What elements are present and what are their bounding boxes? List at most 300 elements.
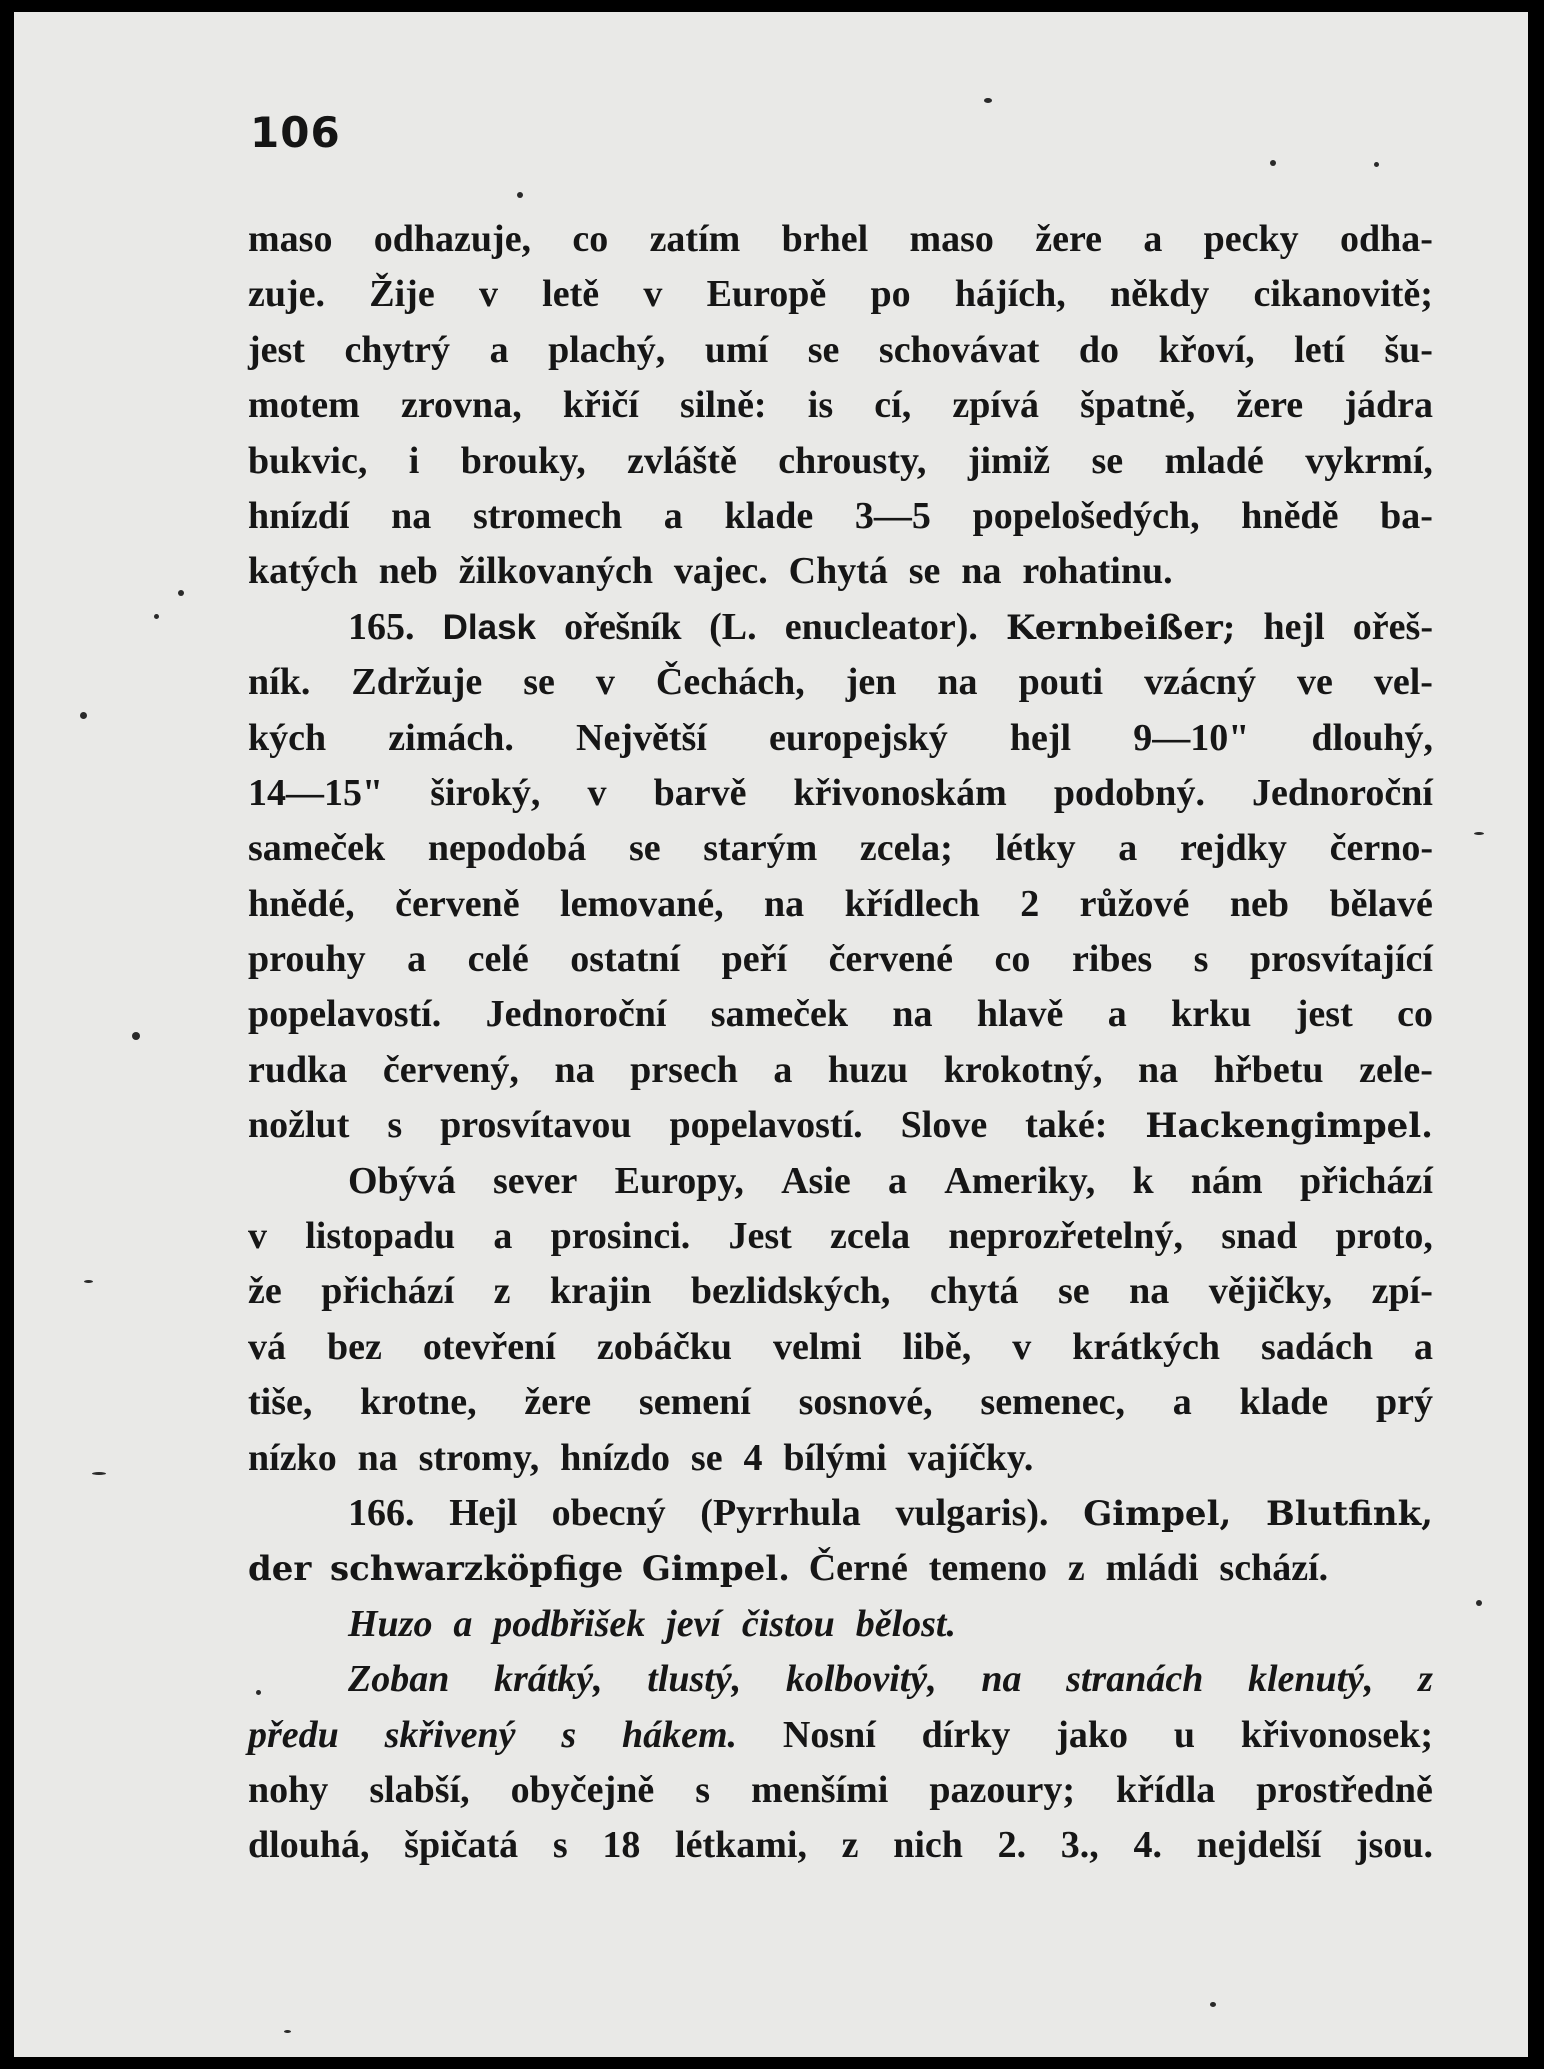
text-word: křivonosek; xyxy=(1240,1713,1433,1756)
text-word: se xyxy=(690,1436,723,1479)
text-word: der xyxy=(248,1549,312,1590)
text-word: Žije xyxy=(369,273,435,316)
text-word: špičatá xyxy=(404,1824,519,1867)
text-word: popelavostí. xyxy=(669,1104,863,1147)
text-word: dlouhý, xyxy=(1311,716,1433,759)
text-word: prý xyxy=(1375,1381,1433,1424)
text-word: na xyxy=(1138,1048,1179,1091)
text-line xyxy=(248,1708,1433,1763)
text-word: růžové xyxy=(1079,882,1190,925)
text-line xyxy=(248,821,1433,876)
text-word: přichází xyxy=(1299,1159,1433,1202)
text-line xyxy=(248,987,1433,1042)
text-word: se xyxy=(523,661,555,704)
text-word: v xyxy=(248,1215,267,1258)
text-word: rudka xyxy=(248,1048,348,1091)
text-word: Nosní xyxy=(782,1713,876,1756)
text-line xyxy=(248,1486,1433,1541)
text-line xyxy=(248,1541,1433,1596)
text-word: na xyxy=(961,550,1002,593)
text-word: podbřišek xyxy=(493,1602,646,1645)
text-word: jádra xyxy=(1344,384,1433,427)
text-word: bukvic, xyxy=(248,439,368,482)
text-word: klenutý, xyxy=(1247,1658,1374,1701)
text-word: špatně, xyxy=(1080,384,1196,427)
text-word: schází. xyxy=(1219,1547,1329,1590)
text-word: Dlask xyxy=(442,607,537,647)
scan-speck xyxy=(1374,162,1379,167)
text-word: zcela; xyxy=(859,827,953,870)
text-line xyxy=(248,378,1433,433)
text-word: a xyxy=(407,938,427,981)
text-word: letě xyxy=(542,273,600,316)
text-word: křídlech xyxy=(844,882,980,925)
text-word: otevření xyxy=(422,1325,556,1368)
text-line xyxy=(248,766,1433,821)
text-line xyxy=(248,932,1433,987)
text-word: bezlidských, xyxy=(690,1270,891,1313)
text-word: Obývá xyxy=(348,1159,456,1202)
text-word: obecný xyxy=(551,1491,666,1534)
text-word: hřbetu xyxy=(1213,1048,1324,1091)
text-line xyxy=(248,1154,1433,1209)
text-word: jimiž xyxy=(967,439,1051,482)
text-word: zimách. xyxy=(388,716,514,759)
text-word: neb xyxy=(378,550,438,593)
text-word: létkami, xyxy=(675,1824,807,1867)
text-line xyxy=(248,1043,1433,1098)
text-word: v xyxy=(587,771,607,814)
text-line xyxy=(248,1431,1433,1486)
text-word: a xyxy=(663,494,683,537)
text-word: a xyxy=(1118,827,1138,870)
text-word: čistou xyxy=(741,1602,835,1645)
text-word: se xyxy=(628,827,661,870)
text-word: nejdelší xyxy=(1196,1824,1322,1867)
text-word: vulgaris). xyxy=(895,1491,1049,1534)
text-word: nám xyxy=(1190,1159,1263,1202)
text-word: létky xyxy=(995,827,1076,870)
scan-speck xyxy=(284,2030,291,2033)
text-word: huzu xyxy=(827,1048,909,1091)
text-word: a xyxy=(493,1215,513,1258)
text-word: silně: xyxy=(680,384,767,427)
text-word: schwarzköpfige xyxy=(330,1549,624,1590)
text-word: sameček xyxy=(710,993,848,1036)
text-line xyxy=(248,323,1433,378)
scan-speck xyxy=(256,1690,261,1695)
text-word: 14—15" xyxy=(248,771,384,814)
text-word: Europě xyxy=(706,273,827,316)
text-word: po xyxy=(870,273,911,316)
text-word: 3., xyxy=(1060,1824,1099,1867)
text-word: vajíčky. xyxy=(907,1436,1034,1479)
text-word: zpívá xyxy=(952,384,1039,427)
text-word: vá xyxy=(248,1325,286,1368)
text-line xyxy=(248,1264,1433,1319)
text-word: křoví, xyxy=(1158,328,1255,371)
text-word: Blutfink, xyxy=(1266,1493,1433,1534)
text-word: krátkých xyxy=(1072,1325,1221,1368)
text-word: libě, xyxy=(902,1325,972,1368)
text-word: na xyxy=(357,1436,398,1479)
text-word: žilkovaných xyxy=(458,550,653,593)
text-word: velmi xyxy=(772,1325,862,1368)
text-word: 18 xyxy=(602,1824,641,1867)
scan-speck xyxy=(132,1032,140,1040)
text-word: sever xyxy=(492,1159,578,1202)
text-line xyxy=(248,1818,1433,1873)
text-word: z xyxy=(1418,1658,1433,1701)
text-word: jeví xyxy=(666,1602,722,1645)
text-word: zvláště xyxy=(627,439,737,482)
text-word: podobný. xyxy=(1053,771,1205,814)
text-line xyxy=(248,267,1433,322)
text-word: s xyxy=(561,1713,577,1756)
text-word: se xyxy=(1057,1270,1090,1313)
text-word: nich xyxy=(893,1824,963,1867)
text-word: Huzo xyxy=(348,1602,433,1645)
text-word: semenec, xyxy=(980,1381,1125,1424)
text-word: také: xyxy=(1025,1104,1108,1147)
text-word: 2. xyxy=(997,1824,1027,1867)
text-word: celé xyxy=(467,938,529,981)
text-word: brouky, xyxy=(460,439,586,482)
text-word: vajec. xyxy=(673,550,768,593)
scan-speck xyxy=(984,98,992,103)
text-word: a xyxy=(1107,993,1127,1036)
text-word: temeno xyxy=(928,1547,1047,1590)
text-word: předu xyxy=(248,1713,339,1756)
text-word: zcela xyxy=(830,1215,911,1258)
text-word: ba- xyxy=(1380,494,1433,537)
text-word: odha- xyxy=(1339,218,1433,260)
text-word: nízko xyxy=(248,1436,337,1479)
text-word: ve xyxy=(1296,661,1333,704)
text-word: křičí xyxy=(562,384,639,427)
text-word: nožlut xyxy=(248,1104,350,1147)
text-word: a xyxy=(489,328,509,371)
text-word: ník. xyxy=(248,661,311,704)
text-line xyxy=(248,1320,1433,1375)
text-word: krku xyxy=(1171,993,1252,1036)
text-line xyxy=(248,877,1433,932)
text-word: a xyxy=(1172,1381,1192,1424)
text-word: Jednoroční xyxy=(1252,771,1433,814)
text-word: jest xyxy=(248,328,305,371)
text-word: (L. xyxy=(709,605,757,648)
scan-speck xyxy=(1476,1600,1482,1606)
text-line xyxy=(248,1652,1433,1707)
text-word: 4 xyxy=(743,1436,763,1479)
text-word: vzácný xyxy=(1144,661,1256,704)
text-word: Slove xyxy=(900,1104,988,1147)
text-word: rohatinu. xyxy=(1022,550,1173,593)
text-word: jest xyxy=(1295,993,1353,1036)
text-word: v xyxy=(595,661,615,704)
text-word: odhazuje, xyxy=(373,218,532,260)
text-word: prouhy xyxy=(248,938,366,981)
text-line xyxy=(248,1098,1433,1153)
text-word: stromy, xyxy=(418,1436,540,1479)
text-word: na xyxy=(1129,1270,1170,1313)
text-word: prsech xyxy=(630,1048,738,1091)
text-word: starým xyxy=(703,827,818,870)
text-word: hnědě xyxy=(1241,494,1339,537)
text-word: vel- xyxy=(1373,661,1433,704)
text-word: Asie xyxy=(781,1159,851,1202)
text-word: ořešník xyxy=(564,605,682,648)
text-word: Čechách, xyxy=(655,661,805,704)
text-line xyxy=(248,489,1433,544)
text-word: do xyxy=(1078,328,1120,371)
text-word: v xyxy=(1012,1325,1032,1368)
text-word: a xyxy=(1413,1325,1433,1368)
text-word: chrousty, xyxy=(778,439,927,482)
text-word: tlustý, xyxy=(647,1658,742,1701)
text-word: pecky xyxy=(1203,218,1299,260)
text-word: a xyxy=(453,1602,473,1645)
text-word: na xyxy=(391,494,432,537)
text-word: chytrý xyxy=(344,328,451,371)
text-word: peří xyxy=(721,938,788,981)
text-word: krátký, xyxy=(493,1658,603,1701)
text-word: k xyxy=(1132,1159,1154,1202)
text-word: skřivený xyxy=(384,1713,516,1756)
text-word: snad xyxy=(1221,1215,1298,1258)
text-word: vykrmí, xyxy=(1305,439,1433,482)
text-line xyxy=(248,544,1433,599)
text-word: hejl xyxy=(1263,605,1325,648)
text-word: zele- xyxy=(1359,1048,1433,1091)
text-word: zpí- xyxy=(1371,1270,1433,1313)
text-word: jako xyxy=(1056,1713,1129,1756)
text-word: neprozřetelný, xyxy=(948,1215,1183,1258)
scan-speck xyxy=(517,192,523,198)
text-word: is xyxy=(807,384,834,427)
text-word: Ameriky, xyxy=(944,1159,1096,1202)
scan-speck xyxy=(154,614,159,619)
text-word: umí xyxy=(704,328,769,371)
text-word: co xyxy=(994,938,1031,981)
text-word: Jednoroční xyxy=(485,993,667,1036)
text-word: že xyxy=(248,1270,282,1313)
text-word: sadách xyxy=(1261,1325,1373,1368)
text-word: bez xyxy=(327,1325,382,1368)
text-word: červené xyxy=(828,938,954,981)
text-word: z xyxy=(1067,1547,1085,1590)
text-word: v xyxy=(478,273,498,316)
text-word: prosvítající xyxy=(1249,938,1433,981)
text-word: brhel xyxy=(781,218,869,260)
text-word: zrovna, xyxy=(401,384,522,427)
text-word: krajin xyxy=(550,1270,652,1313)
scan-speck xyxy=(1210,2002,1216,2007)
text-word: křivonoskám xyxy=(793,771,1007,814)
text-word: dlouhá, xyxy=(248,1824,370,1867)
text-word: na xyxy=(937,661,978,704)
text-word: šu- xyxy=(1384,328,1433,371)
text-word: nohy xyxy=(248,1768,329,1811)
text-word: prostředně xyxy=(1256,1768,1433,1811)
text-line xyxy=(248,1375,1433,1430)
text-word: popelavostí. xyxy=(248,993,442,1036)
text-line xyxy=(248,655,1433,710)
text-word: s xyxy=(387,1104,403,1147)
scan-speck xyxy=(84,1280,93,1283)
text-word: nepodobá xyxy=(427,827,587,870)
text-word: popelošedých, xyxy=(972,494,1200,537)
text-word: enucleator). xyxy=(784,605,978,648)
book-page xyxy=(14,12,1528,2057)
text-word: co xyxy=(1397,993,1433,1036)
text-word: sameček xyxy=(248,827,386,870)
text-word: jen xyxy=(845,661,897,704)
text-word: Chytá xyxy=(788,550,888,593)
text-word: cí, xyxy=(874,384,912,427)
text-word: 165. xyxy=(348,605,415,648)
text-word: široký, xyxy=(430,771,541,814)
text-word: kých xyxy=(248,716,327,759)
text-word: hejl xyxy=(1009,716,1072,759)
text-word: se xyxy=(807,328,840,371)
text-word: zatím xyxy=(649,218,741,260)
text-word: co xyxy=(572,218,609,260)
text-word: Zdržuje xyxy=(351,661,483,704)
text-line xyxy=(248,212,1433,267)
text-word: ořeš- xyxy=(1352,605,1433,648)
text-word: i xyxy=(408,439,420,482)
text-word: chytá xyxy=(929,1270,1019,1313)
text-line xyxy=(248,1763,1433,1818)
text-word: 9—10" xyxy=(1133,716,1250,759)
text-word: 166. xyxy=(348,1491,415,1534)
text-word: klade xyxy=(1239,1381,1329,1424)
text-line xyxy=(248,600,1433,655)
text-word: na xyxy=(554,1048,595,1091)
text-word: krokotný, xyxy=(943,1048,1103,1091)
text-line xyxy=(248,434,1433,489)
text-line xyxy=(248,711,1433,766)
text-word: Europy, xyxy=(614,1159,744,1202)
text-word: prosvítavou xyxy=(440,1104,632,1147)
text-word: přichází xyxy=(321,1270,455,1313)
body-text xyxy=(248,212,1433,1874)
scan-speck xyxy=(178,590,184,596)
text-word: cikanovitě; xyxy=(1253,273,1433,316)
text-word: hájích, xyxy=(954,273,1066,316)
text-word: s xyxy=(695,1768,711,1811)
text-word: z xyxy=(841,1824,859,1867)
text-word: u xyxy=(1173,1713,1195,1756)
text-word: hnízdo xyxy=(560,1436,671,1479)
page-number: 106 xyxy=(250,108,341,157)
text-word: semení xyxy=(638,1381,751,1424)
text-word: žere xyxy=(1236,384,1304,427)
text-word: obyčejně xyxy=(510,1768,655,1811)
text-word: maso xyxy=(909,218,994,260)
text-word: žere xyxy=(1035,218,1103,260)
text-word: mladé xyxy=(1164,439,1264,482)
text-word: Největší xyxy=(576,716,707,759)
text-word: červený, xyxy=(382,1048,519,1091)
text-word: a xyxy=(888,1159,908,1202)
text-word: ostatní xyxy=(570,938,681,981)
text-word: stromech xyxy=(472,494,623,537)
text-word: rejdky xyxy=(1179,827,1287,870)
text-line xyxy=(248,1597,1433,1652)
text-word: Gimpel, xyxy=(1083,1493,1232,1534)
text-word: bělost. xyxy=(855,1602,956,1645)
text-word: europejský xyxy=(768,716,948,759)
text-word: schovávat xyxy=(878,328,1040,371)
text-word: zuje. xyxy=(248,273,326,316)
text-word: prosinci. xyxy=(550,1215,691,1258)
text-word: pouti xyxy=(1018,661,1104,704)
text-word: z xyxy=(493,1270,511,1313)
text-word: Hejl xyxy=(449,1491,517,1534)
scan-speck xyxy=(1270,160,1276,166)
text-word: proto, xyxy=(1335,1215,1433,1258)
text-word: barvě xyxy=(653,771,747,814)
text-word: maso xyxy=(248,218,333,260)
text-word: listopadu xyxy=(305,1215,456,1258)
text-word: krotne, xyxy=(360,1381,477,1424)
text-word: menšími xyxy=(751,1768,889,1811)
scan-speck xyxy=(1474,832,1484,835)
text-word: 4. xyxy=(1133,1824,1162,1867)
text-word: Gimpel. xyxy=(641,1549,791,1590)
text-word: letí xyxy=(1294,328,1345,371)
text-word: vějičky, xyxy=(1208,1270,1333,1313)
text-word: se xyxy=(908,550,941,593)
text-word: a xyxy=(1143,218,1163,260)
text-word: stranách xyxy=(1066,1658,1204,1701)
text-word: červeně xyxy=(395,882,520,925)
text-word: jsou. xyxy=(1355,1824,1433,1867)
text-word: Kernbeißer; xyxy=(1006,607,1236,648)
text-word: v xyxy=(643,273,663,316)
text-word: kolbovitý, xyxy=(785,1658,937,1701)
text-word: někdy xyxy=(1109,273,1210,316)
text-word: hlavě xyxy=(976,993,1064,1036)
text-word: žere xyxy=(524,1381,592,1424)
text-word: 3—5 xyxy=(854,494,931,537)
text-word: ribes xyxy=(1071,938,1153,981)
text-word: černo- xyxy=(1329,827,1433,870)
text-word: hákem. xyxy=(622,1713,738,1756)
text-word: motem xyxy=(248,384,360,427)
text-word: (Pyrrhula xyxy=(700,1491,861,1534)
text-word: dírky xyxy=(921,1713,1011,1756)
text-word: s xyxy=(1193,938,1209,981)
text-word: křídla xyxy=(1116,1768,1216,1811)
text-word: katých xyxy=(248,550,358,593)
text-word: na xyxy=(981,1658,1022,1701)
text-word: Jest xyxy=(728,1215,792,1258)
text-word: hnědé, xyxy=(248,882,355,925)
text-word: pazoury; xyxy=(929,1768,1075,1811)
text-word: sosnové, xyxy=(798,1381,933,1424)
text-word: na xyxy=(892,993,933,1036)
text-word: bělavé xyxy=(1329,882,1433,925)
text-word: na xyxy=(764,882,805,925)
text-word: lemované, xyxy=(560,882,724,925)
text-line xyxy=(248,1209,1433,1264)
text-word: Černé xyxy=(808,1547,908,1590)
text-word: Hackengimpel. xyxy=(1145,1106,1433,1147)
text-word: s xyxy=(552,1824,568,1867)
